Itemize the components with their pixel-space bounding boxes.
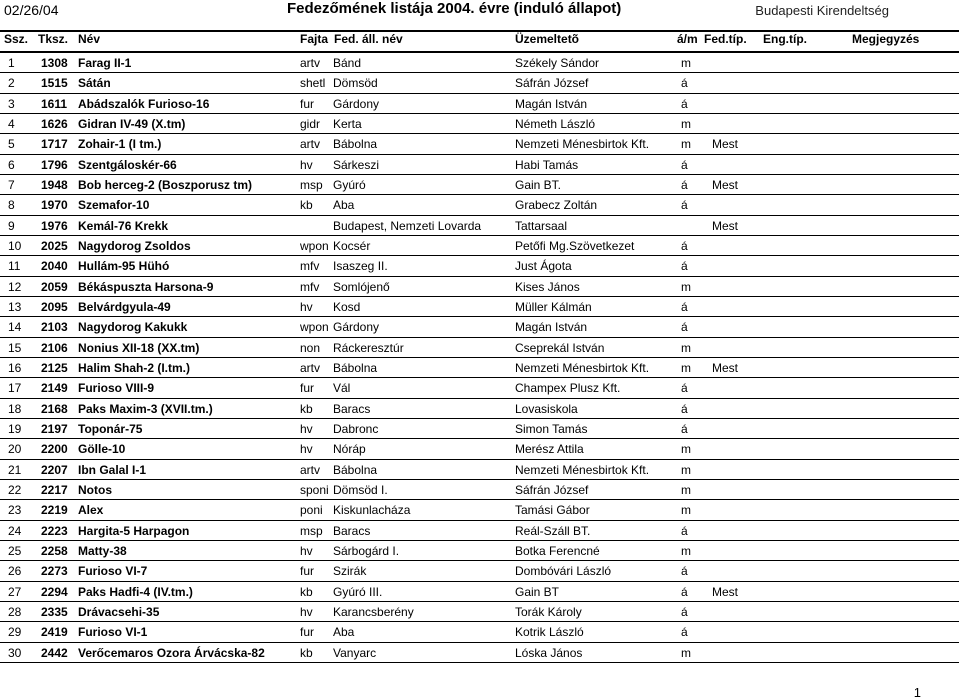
row-operator: Tattarsaal [515, 218, 568, 233]
table-row [0, 602, 959, 622]
row-am: á [681, 177, 688, 192]
row-ssz: 30 [8, 645, 22, 660]
row-am: á [681, 381, 688, 396]
row-tksz: 2258 [41, 543, 68, 558]
row-breed: hv [300, 543, 313, 558]
table-row [0, 155, 959, 175]
table-row [0, 399, 959, 419]
row-am: m [681, 340, 691, 355]
row-ssz: 13 [8, 299, 22, 314]
row-operator: Grabecz Zoltán [515, 198, 598, 213]
row-station: Aba [333, 198, 355, 213]
row-ssz: 5 [8, 137, 15, 152]
row-ssz: 22 [8, 482, 22, 497]
row-ssz: 20 [8, 442, 22, 457]
row-station: Gyúró III. [333, 584, 383, 599]
row-breed: msp [300, 177, 323, 192]
table-row [0, 53, 959, 73]
row-name: Halim Shah-2 (I.tm.) [78, 360, 191, 375]
row-station: Kiskunlacháza [333, 503, 411, 518]
row-name: Verőcemaros Ozora Árvácska-82 [78, 645, 265, 660]
row-station: Kocsér [333, 238, 371, 253]
row-note: Mest [712, 137, 739, 152]
row-breed: hv [300, 604, 313, 619]
row-station: Dömsöd [333, 76, 378, 91]
row-breed: hv [300, 442, 313, 457]
row-ssz: 29 [8, 625, 22, 640]
row-tksz: 1308 [41, 56, 68, 70]
row-breed: wpon [300, 320, 329, 335]
row-tksz: 2294 [41, 584, 68, 599]
row-ssz: 9 [8, 218, 15, 233]
row-station: Aba [333, 625, 355, 640]
row-ssz: 12 [8, 279, 22, 294]
row-ssz: 19 [8, 421, 22, 436]
row-tksz: 2273 [41, 564, 68, 579]
table-row [0, 378, 959, 398]
row-name: Szentgáloskér-66 [78, 157, 177, 172]
row-operator: Sáfrán József [515, 482, 589, 497]
row-name: Ibn Galal I-1 [78, 462, 147, 477]
row-note: Mest [712, 360, 739, 375]
row-station: Vál [333, 381, 351, 396]
row-tksz: 2197 [41, 421, 68, 436]
row-tksz: 2125 [41, 360, 68, 375]
row-breed: artv [300, 360, 321, 375]
row-operator: Nemzeti Ménesbirtok Kft. [515, 137, 650, 152]
row-ssz: 21 [8, 462, 22, 477]
row-tksz: 2217 [41, 482, 68, 497]
row-breed: artv [300, 462, 321, 477]
row-station: Bábolna [333, 462, 378, 477]
document-title: Fedezőmének listája 2004. évre (induló állapot) [287, 0, 622, 17]
table-row [0, 297, 959, 317]
row-note: Mest [712, 584, 739, 599]
row-operator: Merész Attila [515, 442, 584, 457]
row-station: Budapest, Nemzeti Lovarda [333, 218, 482, 233]
row-station: Ráckeresztúr [333, 340, 404, 355]
table-row [0, 439, 959, 459]
table-row [0, 73, 959, 93]
row-breed: kb [300, 401, 313, 416]
row-breed: hv [300, 421, 313, 436]
row-operator: Just Ágota [515, 259, 572, 274]
row-tksz: 1717 [41, 137, 68, 152]
row-am: á [681, 604, 688, 619]
row-tksz: 1626 [41, 116, 68, 131]
row-operator: Petőfi Mg.Szövetkezet [515, 238, 635, 253]
row-tksz: 2200 [41, 442, 68, 457]
row-station: Isaszeg II. [333, 259, 388, 274]
row-tksz: 1796 [41, 157, 68, 172]
row-station: Kosd [333, 299, 361, 314]
row-tksz: 1970 [41, 198, 68, 213]
row-station: Somlójenő [333, 279, 390, 294]
table-row [0, 94, 959, 114]
row-am: á [681, 584, 688, 599]
row-station: Dömsöd I. [333, 482, 388, 497]
row-operator: Gain BT. [515, 177, 562, 192]
table-row [0, 338, 959, 358]
row-operator: Torák Károly [515, 604, 582, 619]
row-breed: hv [300, 299, 313, 314]
row-name: Matty-38 [78, 543, 127, 558]
row-tksz: 2223 [41, 523, 68, 538]
row-ssz: 25 [8, 543, 22, 558]
row-am: á [681, 198, 688, 213]
row-name: Szemafor-10 [78, 198, 150, 213]
row-operator: Dombóvári László [515, 564, 612, 579]
row-station: Szirák [333, 564, 367, 579]
row-tksz: 2419 [41, 625, 68, 640]
col-uzemelteto: Üzemeltetõ [515, 32, 580, 46]
row-ssz: 14 [8, 320, 22, 335]
row-am: á [681, 238, 688, 253]
row-ssz: 8 [8, 198, 15, 213]
row-ssz: 23 [8, 503, 22, 518]
row-name: Bob herceg-2 (Boszporusz tm) [78, 177, 253, 192]
row-breed: kb [300, 645, 313, 660]
row-name: Sátán [78, 76, 111, 91]
row-station: Kerta [333, 116, 362, 131]
row-breed: fur [300, 564, 315, 579]
row-am: á [681, 299, 688, 314]
row-breed: poni [300, 503, 323, 518]
row-ssz: 2 [8, 76, 15, 91]
table-row [0, 500, 959, 520]
row-ssz: 24 [8, 523, 22, 538]
row-am: á [681, 157, 688, 172]
row-name: Toponár-75 [78, 421, 143, 436]
col-tksz: Tksz. [38, 32, 69, 46]
row-tksz: 2442 [41, 645, 68, 660]
row-name: Belvárdgyula-49 [78, 299, 171, 314]
row-am: á [681, 401, 688, 416]
row-am: á [681, 421, 688, 436]
row-name: Gölle-10 [78, 442, 126, 457]
row-station: Gárdony [333, 320, 380, 335]
row-name: Kemál-76 Krekk [78, 218, 169, 233]
row-am: m [681, 360, 691, 375]
row-breed: artv [300, 56, 321, 70]
row-station: Gyúró [333, 177, 366, 192]
row-ssz: 10 [8, 238, 22, 253]
row-operator: Cseprekál István [515, 340, 605, 355]
row-breed: fur [300, 625, 315, 640]
row-ssz: 17 [8, 381, 22, 396]
row-am: m [681, 137, 691, 152]
row-am: m [681, 462, 691, 477]
table-row [0, 114, 959, 134]
row-breed: hv [300, 157, 313, 172]
row-breed: wpon [300, 238, 329, 253]
row-station: Nóráp [333, 442, 366, 457]
row-breed: kb [300, 584, 313, 599]
row-breed: kb [300, 198, 313, 213]
row-name: Drávacsehi-35 [78, 604, 160, 619]
col-megjegyzes: Megjegyzés [852, 32, 920, 46]
row-breed: mfv [300, 259, 320, 274]
col-ssz: Ssz. [4, 32, 29, 46]
row-ssz: 18 [8, 401, 22, 416]
col-fed-all: Fed. áll. név [334, 32, 403, 46]
row-station: Sárbogárd I. [333, 543, 400, 558]
row-tksz: 2040 [41, 259, 68, 274]
row-am: á [681, 523, 688, 538]
row-tksz: 1948 [41, 177, 68, 192]
table-row [0, 561, 959, 581]
row-ssz: 11 [8, 259, 21, 274]
row-note: Mest [712, 218, 739, 233]
table-row [0, 317, 959, 337]
row-station: Dabronc [333, 421, 379, 436]
row-tksz: 1976 [41, 218, 68, 233]
row-operator: Habi Tamás [515, 157, 579, 172]
row-am: m [681, 442, 691, 457]
row-operator: Tamási Gábor [515, 503, 590, 518]
row-station: Baracs [333, 401, 371, 416]
table-row [0, 277, 959, 297]
row-am: á [681, 259, 688, 274]
row-tksz: 2335 [41, 604, 68, 619]
col-nev: Név [78, 32, 101, 46]
row-breed: msp [300, 523, 323, 538]
row-am: m [681, 56, 691, 70]
row-operator: Simon Tamás [515, 421, 588, 436]
table-row [0, 236, 959, 256]
row-operator: Gain BT [515, 584, 560, 599]
table-row [0, 216, 959, 236]
row-operator: Németh László [515, 116, 596, 131]
row-am: m [681, 279, 691, 294]
office-name: Budapesti Kirendeltség [755, 3, 889, 18]
row-tksz: 2207 [41, 462, 68, 477]
row-name: Gidran IV-49 (X.tm) [78, 116, 186, 131]
row-name: Abádszalók Furioso-16 [78, 96, 210, 111]
row-operator: Sáfrán József [515, 76, 589, 91]
col-fedtip: Fed.típ. [704, 32, 747, 46]
row-ssz: 27 [8, 584, 22, 599]
row-operator: Székely Sándor [515, 56, 600, 70]
row-note: Mest [712, 177, 739, 192]
row-tksz: 2219 [41, 503, 68, 518]
table-row [0, 582, 959, 602]
row-operator: Müller Kálmán [515, 299, 592, 314]
row-ssz: 7 [8, 177, 15, 192]
header-date: 02/26/04 [4, 2, 59, 18]
row-name: Farag II-1 [78, 56, 132, 70]
table-row [0, 419, 959, 439]
row-operator: Magán István [515, 96, 588, 111]
row-ssz: 3 [8, 96, 15, 111]
row-operator: Kotrik László [515, 625, 584, 640]
row-operator: Nemzeti Ménesbirtok Kft. [515, 462, 650, 477]
table-row [0, 622, 959, 642]
table-row [0, 256, 959, 276]
row-name: Békáspuszta Harsona-9 [78, 279, 214, 294]
row-operator: Champex Plusz Kft. [515, 381, 621, 396]
row-name: Hullám-95 Hühó [78, 259, 170, 274]
row-station: Bábolna [333, 137, 378, 152]
row-am: m [681, 543, 691, 558]
row-name: Furioso VI-7 [78, 564, 148, 579]
row-name: Nagydorog Zsoldos [78, 238, 191, 253]
row-breed: shetl [300, 76, 326, 91]
row-am: á [681, 564, 688, 579]
row-name: Hargita-5 Harpagon [78, 523, 190, 538]
row-station: Sárkeszi [333, 157, 380, 172]
row-tksz: 2025 [41, 238, 68, 253]
row-name: Notos [78, 482, 112, 497]
row-name: Alex [78, 503, 104, 518]
row-name: Nonius XII-18 (XX.tm) [78, 340, 200, 355]
table-row [0, 460, 959, 480]
row-station: Bánd [333, 56, 362, 70]
row-operator: Kises János [515, 279, 580, 294]
row-am: m [681, 116, 691, 131]
table-row [0, 134, 959, 154]
row-tksz: 2095 [41, 299, 68, 314]
row-breed: fur [300, 96, 315, 111]
row-operator: Botka Ferencné [515, 543, 600, 558]
row-name: Furioso VIII-9 [78, 381, 155, 396]
row-am: á [681, 320, 688, 335]
column-header-row [0, 32, 959, 52]
row-ssz: 4 [8, 116, 15, 131]
row-operator: Reál-Száll BT. [515, 523, 591, 538]
row-am: á [681, 625, 688, 640]
row-ssz: 16 [8, 360, 22, 375]
row-station: Baracs [333, 523, 371, 538]
col-am: á/m [677, 32, 698, 46]
row-am: m [681, 645, 691, 660]
row-station: Gárdony [333, 96, 380, 111]
row-station: Vanyarc [333, 645, 377, 660]
row-am: m [681, 482, 691, 497]
page-number: 1 [913, 685, 921, 700]
row-tksz: 1515 [41, 76, 68, 91]
row-breed: gidr [300, 116, 321, 131]
row-breed: artv [300, 137, 321, 152]
row-breed: mfv [300, 279, 320, 294]
row-tksz: 1611 [41, 96, 68, 111]
row-name: Paks Hadfi-4 (IV.tm.) [78, 584, 193, 599]
table-row [0, 175, 959, 195]
row-name: Furioso VI-1 [78, 625, 148, 640]
row-tksz: 2059 [41, 279, 68, 294]
row-tksz: 2103 [41, 320, 68, 335]
row-tksz: 2106 [41, 340, 68, 355]
row-am: á [681, 96, 688, 111]
row-station: Bábolna [333, 360, 378, 375]
table-row [0, 541, 959, 561]
row-breed: sponi [300, 482, 329, 497]
row-ssz: 28 [8, 604, 22, 619]
stallion-table [0, 53, 959, 663]
row-am: m [681, 503, 691, 518]
row-ssz: 26 [8, 564, 22, 579]
row-operator: Magán István [515, 320, 588, 335]
row-breed: fur [300, 381, 315, 396]
table-row [0, 521, 959, 541]
table-row [0, 195, 959, 215]
table-row [0, 480, 959, 500]
row-am: á [681, 76, 688, 91]
table-row [0, 358, 959, 378]
row-tksz: 2168 [41, 401, 68, 416]
row-divider [0, 662, 959, 663]
row-ssz: 15 [8, 340, 22, 355]
row-ssz: 1 [8, 56, 15, 70]
row-operator: Lóska János [515, 645, 583, 660]
row-ssz: 6 [8, 157, 15, 172]
table-row [0, 643, 959, 663]
row-name: Paks Maxim-3 (XVII.tm.) [78, 401, 213, 416]
row-operator: Lovasiskola [515, 401, 578, 416]
row-name: Nagydorog Kakukk [78, 320, 188, 335]
row-name: Zohair-1 (I tm.) [78, 137, 162, 152]
row-tksz: 2149 [41, 381, 68, 396]
row-breed: non [300, 340, 321, 355]
row-operator: Nemzeti Ménesbirtok Kft. [515, 360, 650, 375]
row-station: Karancsberény [333, 604, 414, 619]
col-fajta: Fajta [300, 32, 329, 46]
col-engtip: Eng.típ. [763, 32, 807, 46]
